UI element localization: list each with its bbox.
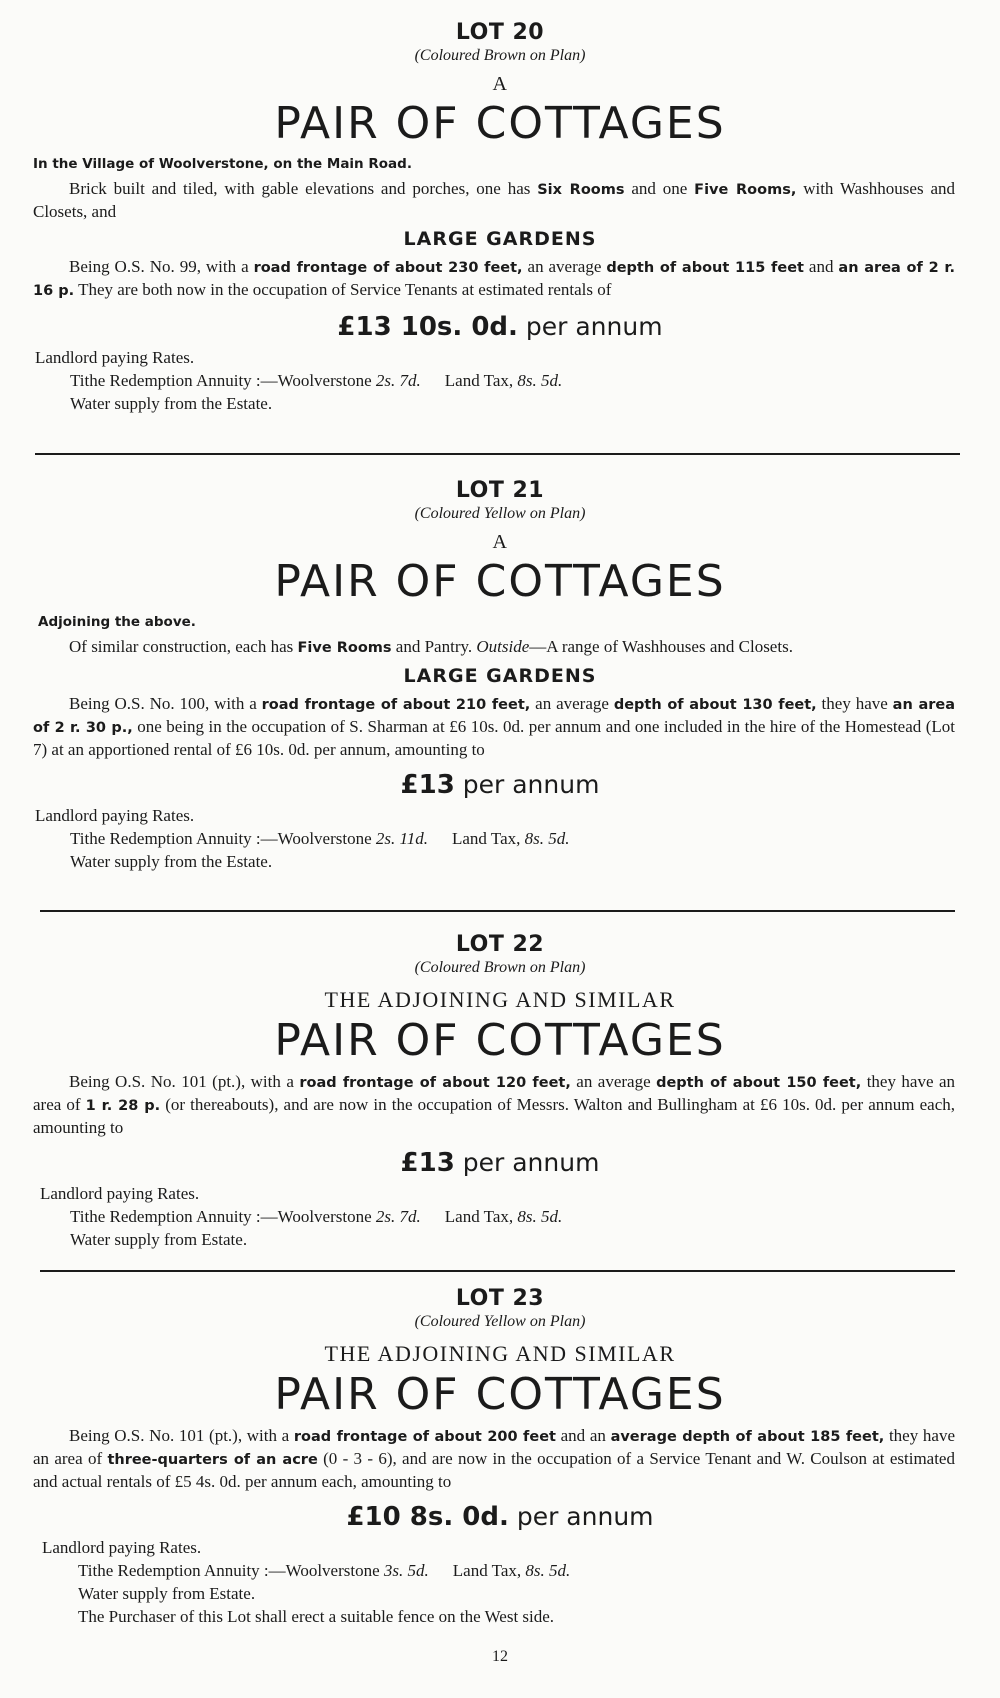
adjoining-heading: THE ADJOINING AND SIMILAR [324, 1341, 676, 1366]
text-run: an average [530, 694, 614, 714]
tithe-label: Tithe Redemption Annuity :—Woolverstone [70, 371, 372, 391]
land-tax-label: Land Tax, [444, 1207, 514, 1227]
rent-suffix: per annum [462, 770, 600, 800]
text-run: an average [570, 1072, 657, 1092]
text-run: they have [816, 694, 893, 714]
description-paragraph [0, 178, 1000, 222]
text-run: with Washhouses and Closets, and [33, 179, 955, 222]
lot-number: LOT 23 [455, 1286, 545, 1311]
lot-23-section [0, 1286, 1000, 1628]
water-supply-note: Water supply from the Estate. [70, 394, 273, 414]
page-number: 12 [492, 1648, 508, 1665]
landlord-note: Landlord paying Rates. [35, 348, 195, 368]
fence-condition-note: The Purchaser of this Lot shall erect a suitable fence on the West side. [78, 1607, 555, 1627]
rent-suffix: per annum [462, 1148, 600, 1178]
section-divider [35, 453, 960, 455]
tithe-label: Tithe Redemption Annuity :—Woolverstone [78, 1561, 380, 1581]
particulars-paragraph [0, 1425, 1000, 1492]
lot-title: PAIR OF COTTAGES [274, 1015, 726, 1066]
land-tax-value: 8s. 5d. [525, 1561, 571, 1581]
description-paragraph [0, 636, 1000, 659]
adjoining-heading: THE ADJOINING AND SIMILAR [324, 987, 676, 1012]
text-run: one being in the occupation of S. Sharman at £6 10s. 0d. per annum and one included in the hire of the Homestead (Lot 7) at an apportioned rental of £6 10s. 0d. per annum, amounting to [33, 717, 956, 760]
tithe-value: 2s. 7d. [375, 1207, 421, 1227]
gardens-heading: LARGE GARDENS [403, 665, 597, 688]
rent-value: £13 [400, 770, 455, 801]
text-run: Being O.S. No. 100, with a [69, 694, 262, 714]
location-subheading: Adjoining the above. [38, 614, 196, 631]
text-run: Brick built and tiled, with gable elevations and porches, one has [69, 179, 538, 199]
rent-value: £10 8s. 0d. [346, 1502, 509, 1533]
landlord-note: Landlord paying Rates. [40, 1184, 200, 1204]
text-run: (0 - 3 - 6), and are now in the occupation of a Service Tenant and W. Coulson at estimated and actual rentals of £5 4s. 0d. per annum each, amounting to [33, 1449, 955, 1492]
rental-amount [0, 770, 1000, 800]
lot-title: PAIR OF COTTAGES [274, 556, 726, 607]
tithe-value: 3s. 5d. [383, 1561, 429, 1581]
land-tax-value: 8s. 5d. [517, 1207, 563, 1227]
particulars-paragraph [0, 256, 1000, 302]
land-tax-label: Land Tax, [452, 1561, 522, 1581]
location-subheading: In the Village of Woolverstone, on the Main Road. [33, 156, 412, 173]
lot-number: LOT 21 [455, 478, 545, 503]
tithe-label: Tithe Redemption Annuity :—Woolverstone [70, 829, 372, 849]
text-run: they have an area of [33, 1072, 955, 1115]
article: A [492, 531, 508, 553]
text-run: an average [522, 257, 607, 277]
text-run: and an [555, 1426, 611, 1446]
text-run: (or thereabouts), and are now in the occupation of Messrs. Walton and Bullingham at £6 10s. 0d. per annum each, amounting to [33, 1095, 955, 1138]
rent-suffix: per annum [516, 1502, 654, 1532]
text-run: —A range of Washhouses and Closets. [529, 637, 793, 657]
land-tax-value: 8s. 5d. [517, 371, 563, 391]
rent-value: £13 10s. 0d. [337, 312, 518, 343]
plan-colour-note: (Coloured Brown on Plan) [414, 47, 586, 64]
rental-amount [0, 312, 1000, 342]
landlord-note: Landlord paying Rates. [42, 1538, 202, 1558]
tithe-line [70, 1205, 1000, 1228]
text-run: and Pantry. [391, 637, 477, 657]
tithe-line [70, 827, 1000, 850]
section-divider [40, 1270, 955, 1272]
italic-run: Outside [476, 637, 530, 657]
bold-run: depth of about 130 feet, [613, 697, 817, 714]
lot-title: PAIR OF COTTAGES [274, 98, 726, 149]
particulars-paragraph [0, 1071, 1000, 1138]
bold-run: Five Rooms [297, 640, 392, 657]
rent-value: £13 [400, 1148, 455, 1179]
text-run: Of similar construction, each has [69, 637, 298, 657]
text-run: Being O.S. No. 99, with a [69, 257, 254, 277]
lot-20-section [0, 20, 1000, 415]
bold-run: Five Rooms, [694, 182, 797, 199]
tithe-value: 2s. 11d. [375, 829, 428, 849]
bold-run: an area of 2 r. 16 p. [33, 260, 955, 300]
lot-number: LOT 20 [455, 20, 545, 45]
bold-run: road frontage of about 210 feet, [261, 697, 531, 714]
bold-run: 1 r. 28 p. [85, 1098, 161, 1115]
bold-run: road frontage of about 200 feet [293, 1429, 556, 1446]
bold-run: depth of about 115 feet [606, 260, 804, 277]
bold-run: Six Rooms [537, 182, 625, 199]
gardens-heading: LARGE GARDENS [403, 228, 597, 251]
rental-amount [0, 1148, 1000, 1178]
text-run: they have an area of [33, 1426, 955, 1469]
rent-suffix: per annum [525, 312, 663, 342]
lot-title: PAIR OF COTTAGES [274, 1369, 726, 1420]
tithe-label: Tithe Redemption Annuity :—Woolverstone [70, 1207, 372, 1227]
text-run: Being O.S. No. 101 (pt.), with a [69, 1426, 294, 1446]
water-supply-note: Water supply from Estate. [78, 1584, 256, 1604]
plan-colour-note: (Coloured Yellow on Plan) [414, 1313, 586, 1330]
bold-run: road frontage of about 120 feet, [299, 1075, 571, 1092]
text-run: They are both now in the occupation of Service Tenants at estimated rentals of [74, 280, 612, 300]
text-run: and one [624, 179, 695, 199]
bold-run: average depth of about 185 feet, [610, 1429, 885, 1446]
bold-run: an area of 2 r. 30 p., [33, 697, 956, 737]
particulars-paragraph [0, 693, 1000, 760]
land-tax-label: Land Tax, [444, 371, 514, 391]
tithe-line [70, 369, 1000, 392]
article: A [492, 73, 508, 95]
land-tax-label: Land Tax, [452, 829, 521, 849]
water-supply-note: Water supply from Estate. [70, 1230, 248, 1250]
tithe-line [78, 1559, 1000, 1582]
lot-22-section [0, 932, 1000, 1251]
water-supply-note: Water supply from the Estate. [70, 852, 273, 872]
lot-number: LOT 22 [455, 932, 545, 957]
text-run: and [803, 257, 839, 277]
bold-run: three-quarters of an acre [107, 1452, 318, 1469]
plan-colour-note: (Coloured Brown on Plan) [414, 959, 586, 976]
rental-amount [0, 1502, 1000, 1532]
bold-run: road frontage of about 230 feet, [253, 260, 523, 277]
section-divider [40, 910, 955, 912]
land-tax-value: 8s. 5d. [524, 829, 570, 849]
plan-colour-note: (Coloured Yellow on Plan) [414, 505, 586, 522]
landlord-note: Landlord paying Rates. [35, 806, 195, 826]
tithe-value: 2s. 7d. [375, 371, 421, 391]
lot-21-section [0, 478, 1000, 873]
bold-run: depth of about 150 feet, [656, 1075, 862, 1092]
text-run: Being O.S. No. 101 (pt.), with a [69, 1072, 300, 1092]
